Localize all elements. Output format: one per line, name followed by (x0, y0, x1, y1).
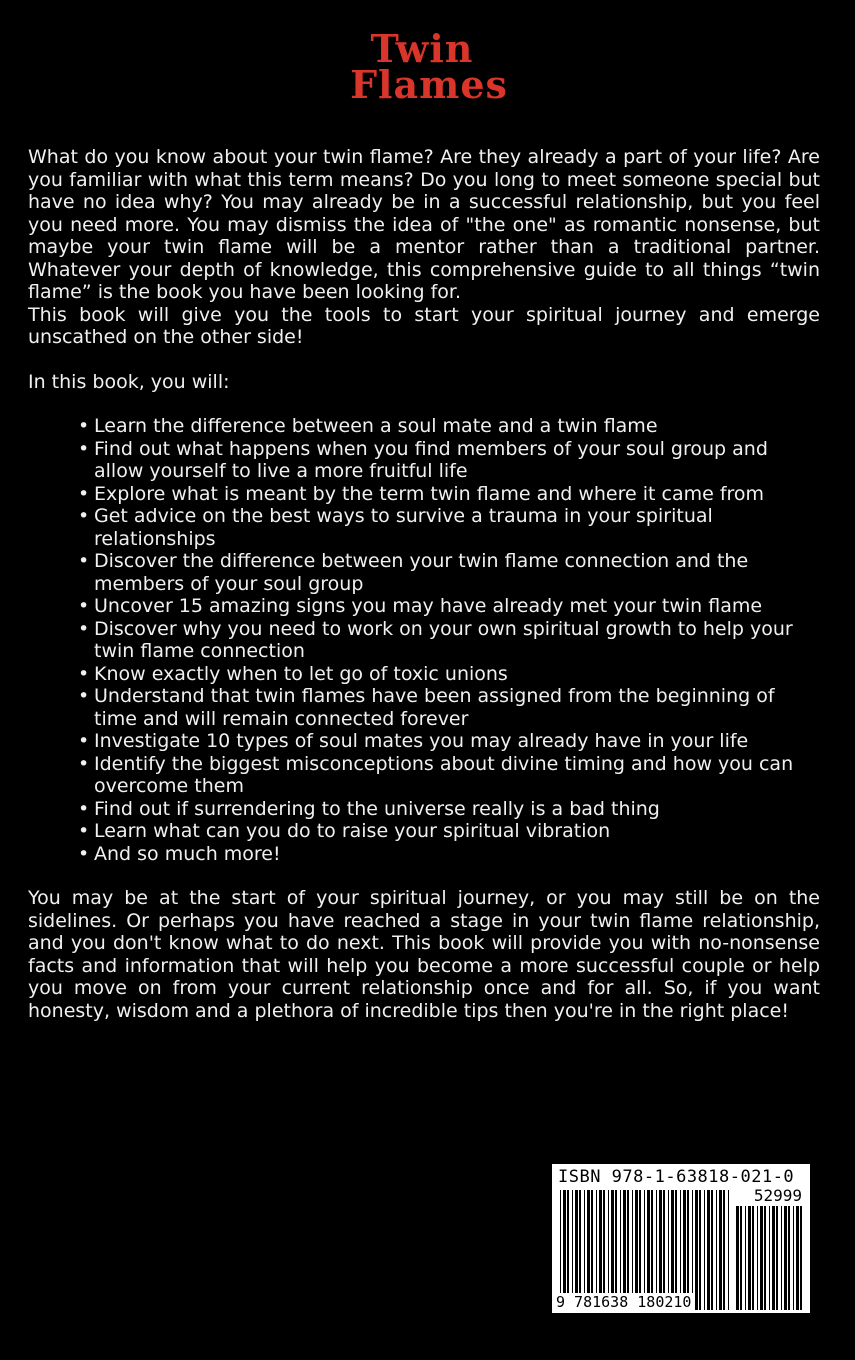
barcode-bar (675, 1190, 677, 1310)
list-item (78, 730, 820, 753)
list-item-text: Learn what can you do to raise your spiritual vibration (94, 820, 611, 842)
barcode-bar (651, 1190, 653, 1310)
barcode-bar (748, 1206, 751, 1310)
bullet-dot: • (78, 842, 90, 865)
barcode-bar (707, 1190, 710, 1310)
barcode-bar (623, 1190, 626, 1310)
title-logo (300, 26, 550, 107)
barcode-bar (788, 1206, 790, 1310)
barcode-bar (692, 1190, 693, 1310)
bullet-dot: • (78, 752, 90, 775)
barcode-bar (615, 1190, 617, 1310)
list-item-text: Understand that twin flames have been assigned from the beginning of time and will remain connected forever (94, 685, 775, 730)
list-item-text: And so much more! (94, 842, 281, 865)
list-item-text: Explore what is meant by the term twin flame and where it came from (94, 482, 765, 505)
bullet-dot: • (78, 730, 90, 752)
list-item (78, 483, 820, 506)
price-code: 52999 (753, 1186, 802, 1205)
list-item-text: Investigate 10 types of soul mates you may already have in your life (94, 730, 749, 752)
barcode-bar (764, 1206, 766, 1310)
list-item-text: Find out if surrendering to the universe really is a bad thing (94, 797, 660, 820)
barcode-bar (740, 1206, 742, 1310)
barcode-bar (584, 1190, 585, 1310)
list-item-text: Discover why you need to work on your own spiritual growth to help your twin flame connection (94, 617, 793, 662)
barcode-bar (704, 1190, 705, 1310)
barcode-bar (671, 1190, 674, 1310)
list-item (78, 685, 820, 730)
bullet-dot: • (78, 595, 90, 617)
barcode-bar (572, 1190, 573, 1310)
barcode-bar (757, 1206, 758, 1310)
barcode-bar (635, 1190, 638, 1310)
barcode-bar (687, 1190, 689, 1310)
barcode-bar (716, 1190, 717, 1310)
barcode-bar (796, 1206, 799, 1310)
barcode-bar (567, 1190, 569, 1310)
barcode-bar (752, 1206, 754, 1310)
barcode-bar (695, 1190, 698, 1310)
bullet-dot: • (78, 617, 90, 640)
list-item (78, 550, 820, 595)
list-item-text: Find out what happens when you find members of your soul group and allow yourself to live a more fruitful life (94, 437, 768, 482)
barcode-bar (719, 1190, 722, 1310)
barcode-bar (575, 1190, 578, 1310)
list-item (78, 798, 820, 821)
list-item (78, 505, 820, 550)
feature-list (28, 415, 820, 865)
barcode-bar (711, 1190, 713, 1310)
list-intro: In this book, you will: (28, 370, 230, 393)
list-item (78, 595, 820, 618)
barcode-bar (699, 1190, 701, 1310)
barcode-bar (603, 1190, 605, 1310)
barcode-bar (683, 1190, 686, 1310)
barcode-bar (663, 1190, 665, 1310)
list-item (78, 438, 820, 483)
bullet-dot: • (78, 820, 90, 842)
list-item-text: Identify the biggest misconceptions about divine timing and how you can overcome them (94, 752, 794, 797)
list-item (78, 618, 820, 663)
barcode-bar (587, 1190, 590, 1310)
barcode-bar (736, 1206, 739, 1310)
bullet-dot: • (78, 662, 90, 685)
barcode-bar (760, 1206, 763, 1310)
barcode-bar (656, 1190, 657, 1310)
logo-line-2: Flames (350, 62, 508, 107)
list-item (78, 820, 820, 843)
barcode-bar (647, 1190, 650, 1310)
intro-paragraph-1: What do you know about your twin flame? Are they already a part of your life? Are you familiar with what this term means? Do you long to meet someone special but have no idea why? You may already be in a successful relationship, but you feel you need more. You may dismiss the idea of "the one" as romantic nonsense, but maybe your twin flame will be a mentor rather than a traditional partner. Whatever your depth of knowledge, this comprehensive guide to all things “twin flame” is the book you have been looking for. (28, 146, 820, 303)
list-item-text: Discover the difference between your twin flame connection and the members of your soul group (94, 550, 749, 595)
barcode-bar (563, 1190, 566, 1310)
barcode-bar (639, 1190, 641, 1310)
barcode-bar (659, 1190, 662, 1310)
barcode-bar (632, 1190, 633, 1310)
barcode-bar (776, 1206, 778, 1310)
barcode-bar (591, 1190, 593, 1310)
list-item-text: Learn the difference between a soul mate and a twin flame (94, 415, 658, 437)
list-item (78, 753, 820, 798)
barcode-bar (800, 1206, 802, 1310)
closing-paragraph: You may be at the start of your spiritual journey, or you may still be on the sidelines. Or perhaps you have reached a stage in your twin flame relationship, and you don't know what to do next. This book will provide you with no-nonsense facts and information that will help you become a more successful couple or help you move on from your current relationship once and for all. So, if you want honesty, wisdom and a plethora of incredible tips then you're in the right place! (28, 887, 820, 1022)
barcode-bar (627, 1190, 629, 1310)
barcode-bar (745, 1206, 746, 1310)
isbn-barcode (552, 1164, 810, 1313)
barcode-bar (769, 1206, 770, 1310)
bullet-dot: • (78, 437, 90, 460)
bullet-dot: • (78, 797, 90, 820)
bullet-dot: • (78, 415, 90, 437)
list-item-text: Know exactly when to let go of toxic unions (94, 662, 508, 685)
barcode-bar (620, 1190, 621, 1310)
barcode-bar (579, 1190, 581, 1310)
barcode-bar (608, 1190, 609, 1310)
list-item (78, 843, 820, 866)
list-item-text: Get advice on the best ways to survive a trauma in your spiritual relationships (94, 505, 713, 550)
barcode-bar (680, 1190, 681, 1310)
bullet-dot: • (78, 550, 90, 572)
blurb (28, 146, 820, 1022)
barcode-bar (723, 1190, 725, 1310)
bullet-dot: • (78, 505, 90, 527)
list-item-text: Uncover 15 amazing signs you may have already met your twin flame (94, 595, 763, 617)
ean-digits: 9 781638 180210 (556, 1293, 692, 1311)
barcode-bar (668, 1190, 669, 1310)
barcode-bar (781, 1206, 782, 1310)
list-item (78, 415, 820, 438)
list-item (78, 663, 820, 686)
barcode-bar (560, 1190, 561, 1310)
barcode-bar (644, 1190, 645, 1310)
barcode-bar (728, 1190, 729, 1310)
barcode-bar (784, 1206, 787, 1310)
bullet-dot: • (78, 685, 90, 707)
barcode-bar (596, 1190, 597, 1310)
intro-paragraph-2: This book will give you the tools to start your spiritual journey and emerge unscathed on the other side! (28, 303, 820, 348)
logo-line-1: Twin (370, 26, 474, 71)
isbn-label: ISBN 978-1-63818-021-0 (558, 1167, 795, 1187)
barcode-bar (611, 1190, 614, 1310)
barcode-bar (599, 1190, 602, 1310)
barcode-bar (772, 1206, 775, 1310)
barcode-bar (793, 1206, 794, 1310)
bullet-dot: • (78, 482, 90, 505)
